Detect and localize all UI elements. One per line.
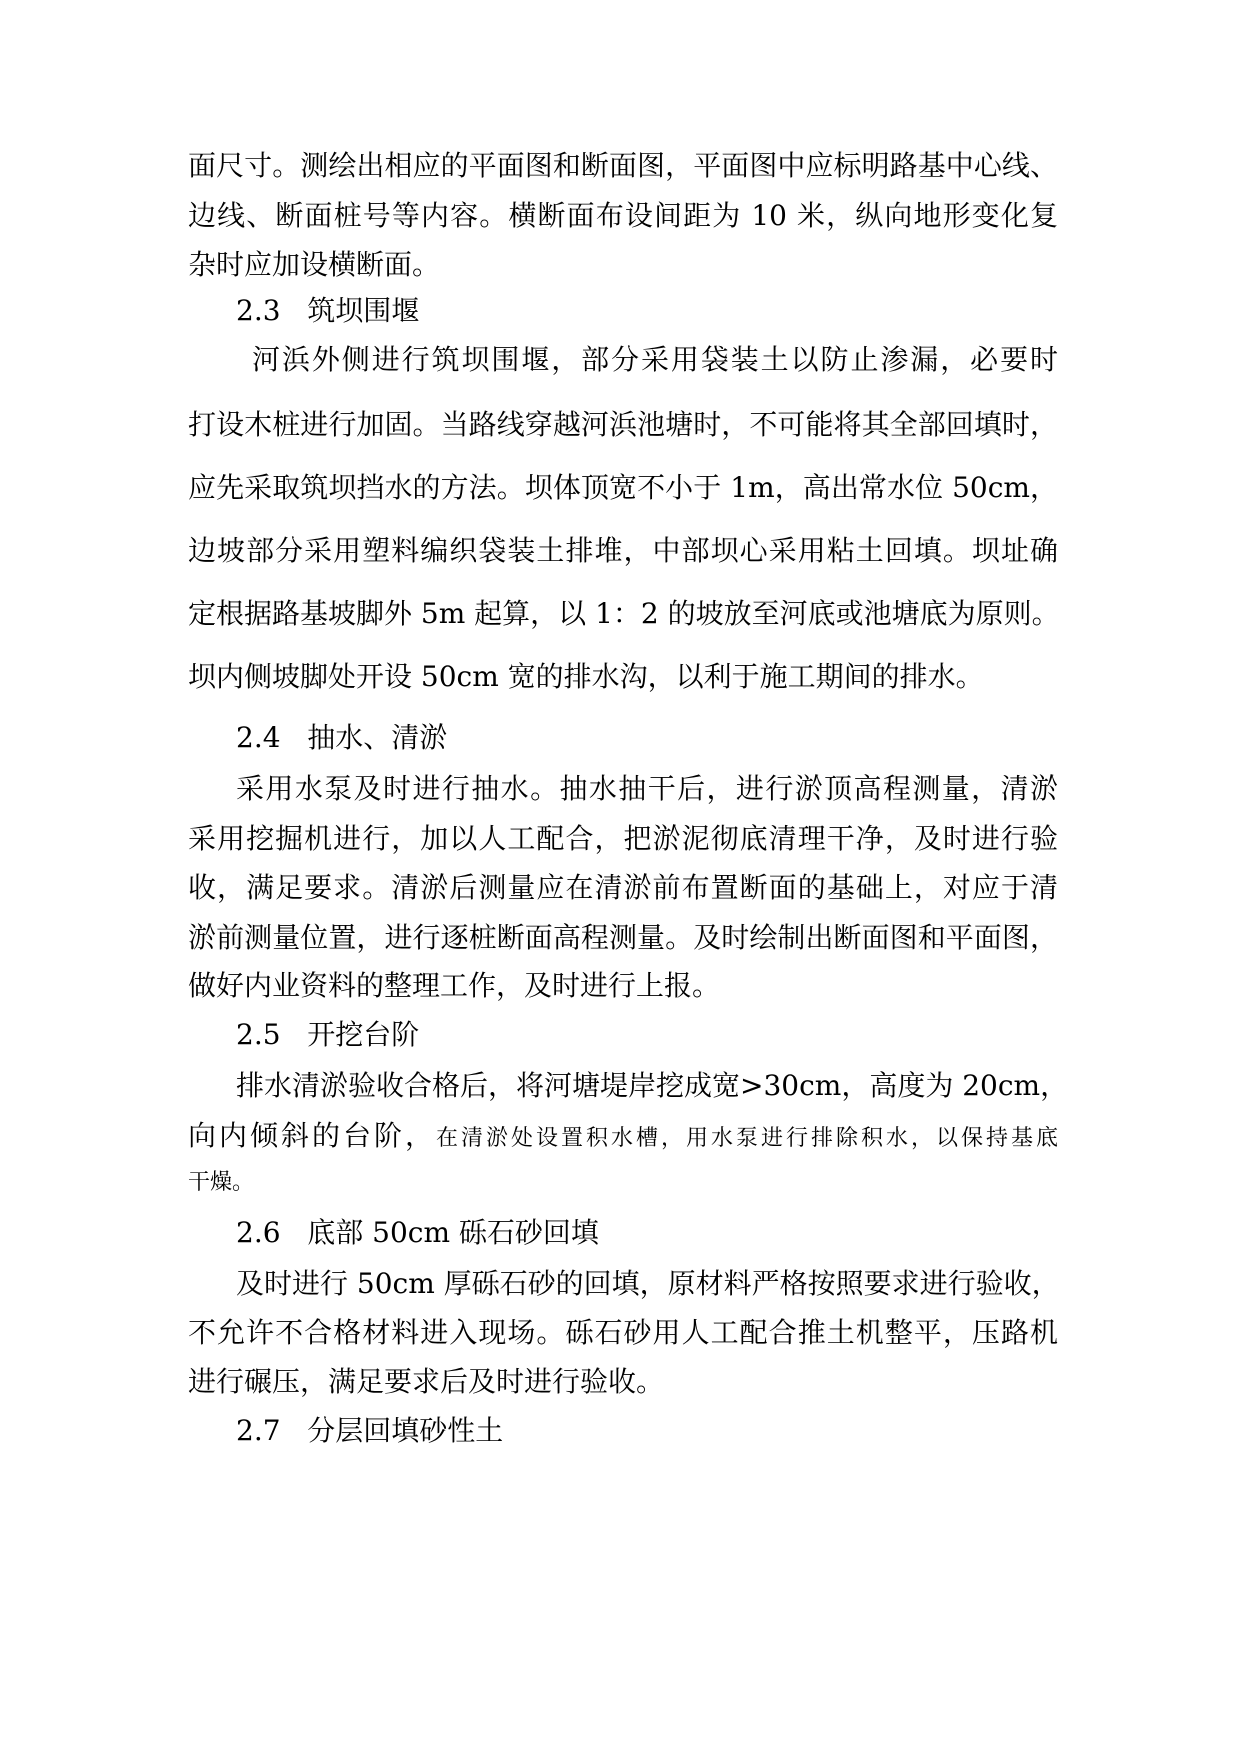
paragraph-line: 及时进行 50cm 厚砾石砂的回填，原材料严格按照要求进行验收， [236,1267,1060,1300]
paragraph-line: 干燥。 [188,1170,255,1195]
paragraph-line-mixed [188,1116,1058,1159]
paragraph-line: 不允许不合格材料进入现场。砾石砂用人工配合推土机整平，压路机 [188,1316,1058,1349]
paragraph-line: 面尺寸。测绘出相应的平面图和断面图，平面图中应标明路基中心线、 [188,149,1058,182]
section-heading-2-5: 2.5 开挖台阶 [236,1018,420,1051]
paragraph-line: 采用挖掘机进行，加以人工配合，把淤泥彻底清理干净，及时进行验 [188,822,1058,855]
paragraph-line: 河浜外侧进行筑坝围堰，部分采用袋装土以防止渗漏，必要时 [252,343,1058,376]
section-heading-2-3: 2.3 筑坝围堰 [236,294,420,327]
section-heading-2-7: 2.7 分层回填砂性土 [236,1414,504,1447]
paragraph-line: 采用水泵及时进行抽水。抽水抽干后，进行淤顶高程测量，清淤 [236,772,1058,805]
paragraph-line: 打设木桩进行加固。当路线穿越河浜池塘时，不可能将其全部回填时， [188,408,1058,441]
paragraph-line: 应先采取筑坝挡水的方法。坝体顶宽不小于 1m，高出常水位 50cm， [188,471,1058,504]
paragraph-line: 进行碾压，满足要求后及时进行验收。 [188,1365,665,1398]
paragraph-line: 定根据路基坡脚外 5m 起算，以 1：2 的坡放至河底或池塘底为原则。 [188,597,1060,630]
section-heading-2-4: 2.4 抽水、清淤 [236,721,448,754]
line-segment-small: 在清淤处设置积水槽，用水泵进行排除积水，以保持基底 [436,1126,1058,1151]
paragraph-line: 淤前测量位置，进行逐桩断面高程测量。及时绘制出断面图和平面图， [188,921,1058,954]
paragraph-line: 边线、断面桩号等内容。横断面布设间距为 10 米，纵向地形变化复 [188,199,1058,232]
paragraph-line: 排水清淤验收合格后，将河塘堤岸挖成宽>30cm，高度为 20cm， [236,1069,1069,1102]
paragraph-line: 边坡部分采用塑料编织袋装土排堆，中部坝心采用粘土回填。坝址确 [188,534,1058,567]
paragraph-line: 做好内业资料的整理工作，及时进行上报。 [188,969,721,1002]
paragraph-line: 坝内侧坡脚处开设 50cm 宽的排水沟，以利于施工期间的排水。 [188,660,984,693]
paragraph-line: 收，满足要求。清淤后测量应在清淤前布置断面的基础上，对应于清 [188,871,1058,904]
section-heading-2-6: 2.6 底部 50cm 砾石砂回填 [236,1216,599,1249]
line-segment-normal: 向内倾斜的台阶， [188,1119,436,1152]
paragraph-line: 杂时应加设横断面。 [188,248,441,281]
